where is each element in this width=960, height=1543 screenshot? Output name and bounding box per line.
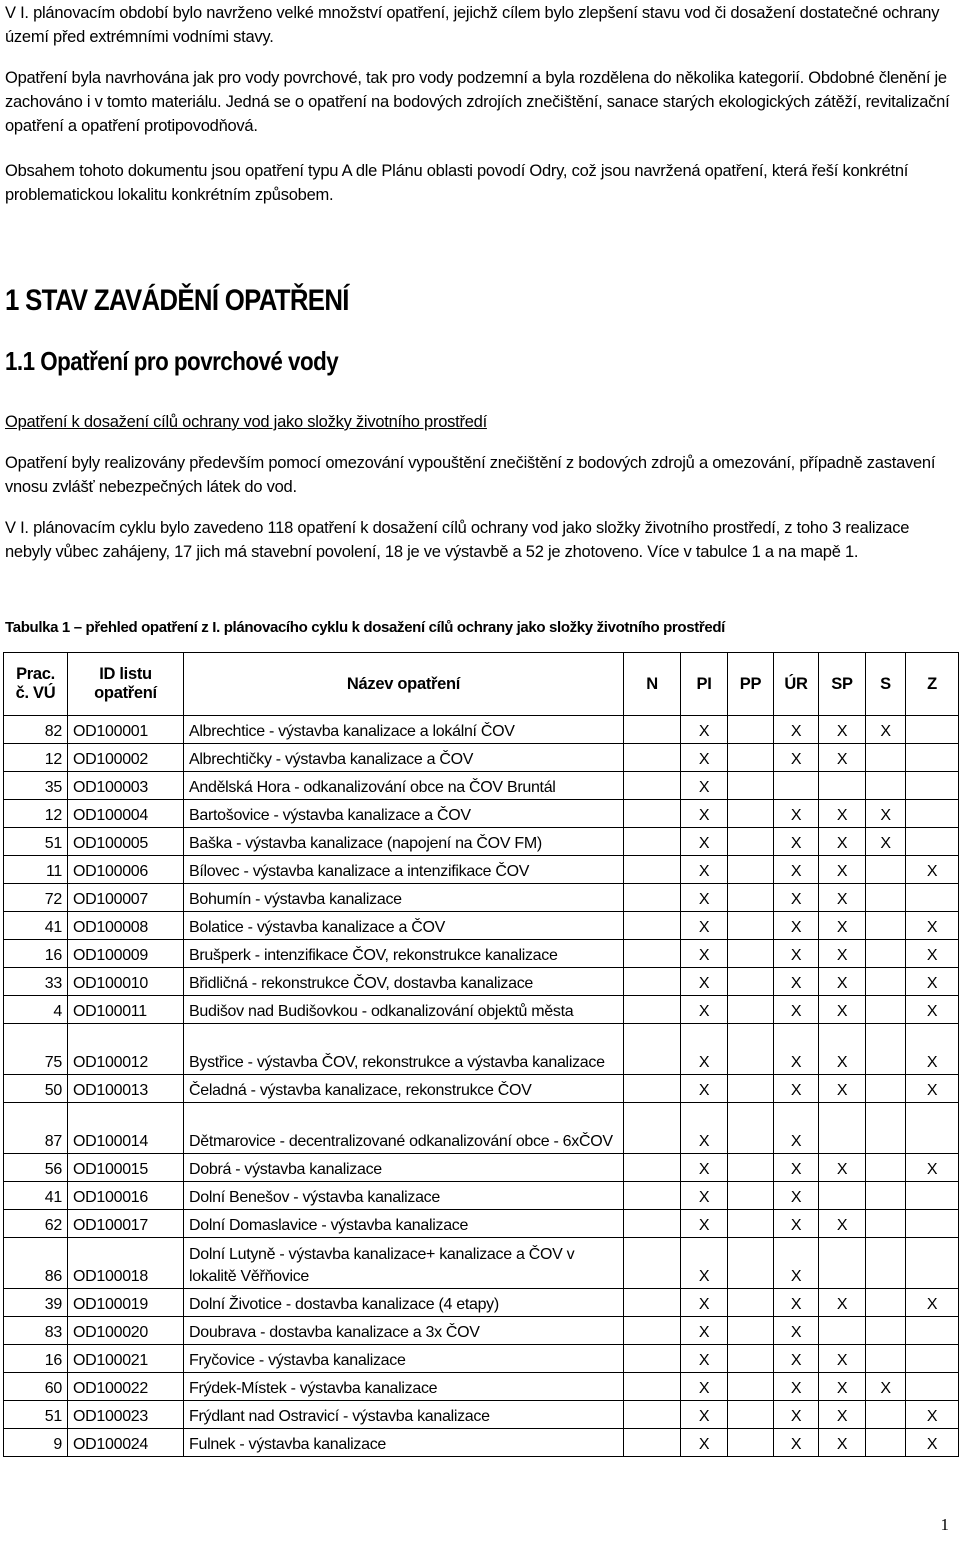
- cell-n: [624, 1429, 681, 1457]
- table-row: [4, 1103, 959, 1154]
- cell-s: [866, 772, 906, 800]
- table-caption: Tabulka 1 – přehled opatření z I. plánovacího cyklu k dosažení cílů ochrany jako složky životního prostředí: [5, 619, 725, 636]
- cycle-summary-paragraph: V I. plánovacím cyklu bylo zavedeno 118 opatření k dosažení cílů ochrany vod jako složky životního prostředí, z toho 3 realizace nebyly vůbec zahájeny, 17 jich má stavební povolení, 18 je ve výstavbě a 52 je zhotoveno. Více v tabulce 1 a na mapě 1.: [5, 519, 910, 561]
- cell-name: Čeladná - výstavba kanalizace, rekonstrukce ČOV: [184, 1075, 624, 1103]
- header-n: N: [624, 653, 681, 716]
- cell-z: [906, 1182, 959, 1210]
- cell-z: [906, 1210, 959, 1238]
- cell-name: Bartošovice - výstavba kanalizace a ČOV: [184, 800, 624, 828]
- header-prac: Prac. č. VÚ: [4, 653, 68, 716]
- cell-ur: X: [774, 1024, 819, 1075]
- header-ur: ÚR: [774, 653, 819, 716]
- cell-sp: X: [819, 968, 866, 996]
- cell-prac: 60: [4, 1373, 68, 1401]
- cell-sp: X: [819, 828, 866, 856]
- cell-sp: X: [819, 940, 866, 968]
- cell-pi: X: [681, 968, 728, 996]
- cell-prac: 86: [4, 1238, 68, 1289]
- cell-prac: 9: [4, 1429, 68, 1457]
- cell-id: OD100017: [68, 1210, 184, 1238]
- cell-sp: X: [819, 744, 866, 772]
- cell-pi: X: [681, 1345, 728, 1373]
- cell-z: [906, 1238, 959, 1289]
- cell-id: OD100006: [68, 856, 184, 884]
- table-row: [4, 1075, 959, 1103]
- cell-pi: X: [681, 716, 728, 744]
- cell-n: [624, 1373, 681, 1401]
- cell-s: [866, 1401, 906, 1429]
- cell-pi: X: [681, 800, 728, 828]
- cell-s: [866, 1345, 906, 1373]
- header-s: S: [866, 653, 906, 716]
- table-row: [4, 856, 959, 884]
- cell-n: [624, 884, 681, 912]
- cell-sp: [819, 1103, 866, 1154]
- cell-z: [906, 1345, 959, 1373]
- cell-z: X: [906, 1154, 959, 1182]
- cell-pi: X: [681, 1024, 728, 1075]
- cell-sp: X: [819, 1345, 866, 1373]
- cell-pi: X: [681, 996, 728, 1024]
- table-row: [4, 1182, 959, 1210]
- cell-prac: 51: [4, 1401, 68, 1429]
- cell-pp: [728, 1075, 774, 1103]
- cell-sp: X: [819, 1289, 866, 1317]
- cell-pi: X: [681, 1103, 728, 1154]
- cell-s: [866, 1024, 906, 1075]
- cell-prac: 16: [4, 940, 68, 968]
- cell-n: [624, 1401, 681, 1429]
- cell-prac: 12: [4, 800, 68, 828]
- cell-ur: X: [774, 1154, 819, 1182]
- table-row: [4, 1317, 959, 1345]
- cell-name: Frýdlant nad Ostravicí - výstavba kanalizace: [184, 1401, 624, 1429]
- cell-pi: X: [681, 744, 728, 772]
- cell-n: [624, 744, 681, 772]
- cell-prac: 41: [4, 912, 68, 940]
- cell-id: OD100024: [68, 1429, 184, 1457]
- cell-z: [906, 828, 959, 856]
- cell-ur: X: [774, 1373, 819, 1401]
- cell-s: X: [866, 716, 906, 744]
- cell-s: [866, 856, 906, 884]
- cell-pi: X: [681, 828, 728, 856]
- cell-ur: X: [774, 1210, 819, 1238]
- cell-id: OD100008: [68, 912, 184, 940]
- cell-sp: X: [819, 1429, 866, 1457]
- cell-prac: 82: [4, 716, 68, 744]
- cell-pi: X: [681, 1154, 728, 1182]
- cell-id: OD100019: [68, 1289, 184, 1317]
- cell-id: OD100021: [68, 1345, 184, 1373]
- cell-sp: [819, 772, 866, 800]
- cell-n: [624, 828, 681, 856]
- table-row: [4, 716, 959, 744]
- cell-z: [906, 716, 959, 744]
- cell-z: [906, 1373, 959, 1401]
- cell-id: OD100011: [68, 996, 184, 1024]
- cell-pi: X: [681, 856, 728, 884]
- cell-name: Břidličná - rekonstrukce ČOV, dostavba kanalizace: [184, 968, 624, 996]
- page-number: 1: [940, 1515, 949, 1534]
- cell-s: [866, 884, 906, 912]
- header-z: Z: [906, 653, 959, 716]
- cell-name: Baška - výstavba kanalizace (napojení na ČOV FM): [184, 828, 624, 856]
- cell-n: [624, 1182, 681, 1210]
- measures-table: [3, 652, 959, 1457]
- header-name: Název opatření: [184, 653, 624, 716]
- cell-ur: X: [774, 912, 819, 940]
- cell-name: Dětmarovice - decentralizované odkanalizování obce - 6xČOV: [184, 1103, 624, 1154]
- header-id: ID listu opatření: [68, 653, 184, 716]
- cell-prac: 51: [4, 828, 68, 856]
- cell-s: X: [866, 828, 906, 856]
- cell-id: OD100009: [68, 940, 184, 968]
- cell-n: [624, 1317, 681, 1345]
- cell-ur: X: [774, 1289, 819, 1317]
- intro-paragraph: V I. plánovacím období bylo navrženo velké množství opatření, jejichž cílem bylo zlepšení stavu vod či dosažení dostatečné ochrany území před extrémními vodními stavy.: [5, 4, 940, 46]
- cell-pi: X: [681, 1401, 728, 1429]
- cell-prac: 4: [4, 996, 68, 1024]
- cell-z: X: [906, 1429, 959, 1457]
- table-row: [4, 1429, 959, 1457]
- cell-ur: X: [774, 1182, 819, 1210]
- table-row: [4, 996, 959, 1024]
- cell-id: OD100014: [68, 1103, 184, 1154]
- cell-s: [866, 1075, 906, 1103]
- cell-n: [624, 1345, 681, 1373]
- cell-s: [866, 996, 906, 1024]
- cell-pi: X: [681, 1075, 728, 1103]
- cell-pp: [728, 1154, 774, 1182]
- table-row: [4, 1401, 959, 1429]
- cell-ur: X: [774, 1075, 819, 1103]
- cell-name: Doubrava - dostavba kanalizace a 3x ČOV: [184, 1317, 624, 1345]
- cell-s: [866, 912, 906, 940]
- cell-n: [624, 800, 681, 828]
- cell-sp: [819, 1317, 866, 1345]
- cell-s: [866, 1182, 906, 1210]
- cell-z: [906, 800, 959, 828]
- cell-name: Dolní Životice - dostavba kanalizace (4 etapy): [184, 1289, 624, 1317]
- cell-ur: X: [774, 828, 819, 856]
- cell-pp: [728, 828, 774, 856]
- cell-pp: [728, 716, 774, 744]
- cell-name: Bystřice - výstavba ČOV, rekonstrukce a výstavba kanalizace: [184, 1024, 624, 1075]
- cell-pi: X: [681, 1238, 728, 1289]
- cell-n: [624, 1210, 681, 1238]
- table-row: [4, 744, 959, 772]
- cell-z: X: [906, 912, 959, 940]
- cell-id: OD100018: [68, 1238, 184, 1289]
- table-body: [4, 716, 959, 1457]
- cell-pp: [728, 1289, 774, 1317]
- document-content-paragraph: Obsahem tohoto dokumentu jsou opatření typu A dle Plánu oblasti povodí Odry, což jsou navržená opatření, která řeší konkrétní problematickou lokalitu konkrétním způsobem.: [5, 162, 909, 204]
- cell-n: [624, 940, 681, 968]
- cell-id: OD100015: [68, 1154, 184, 1182]
- cell-prac: 87: [4, 1103, 68, 1154]
- cell-ur: X: [774, 716, 819, 744]
- cell-pi: X: [681, 1373, 728, 1401]
- cell-pp: [728, 996, 774, 1024]
- cell-name: Frýdek-Místek - výstavba kanalizace: [184, 1373, 624, 1401]
- cell-prac: 75: [4, 1024, 68, 1075]
- table-row: [4, 800, 959, 828]
- cell-name: Dolní Domaslavice - výstavba kanalizace: [184, 1210, 624, 1238]
- cell-name: Bolatice - výstavba kanalizace a ČOV: [184, 912, 624, 940]
- cell-name: Budišov nad Budišovkou - odkanalizování objektů města: [184, 996, 624, 1024]
- cell-sp: X: [819, 996, 866, 1024]
- cell-pp: [728, 1024, 774, 1075]
- cell-sp: X: [819, 856, 866, 884]
- cell-id: OD100023: [68, 1401, 184, 1429]
- table-row: [4, 884, 959, 912]
- cell-pp: [728, 744, 774, 772]
- table-row: [4, 1289, 959, 1317]
- cell-pp: [728, 856, 774, 884]
- cell-pp: [728, 1210, 774, 1238]
- cell-sp: X: [819, 884, 866, 912]
- cell-name: Fulnek - výstavba kanalizace: [184, 1429, 624, 1457]
- cell-pi: X: [681, 1429, 728, 1457]
- table-row: [4, 1238, 959, 1289]
- cell-id: OD100013: [68, 1075, 184, 1103]
- cell-n: [624, 968, 681, 996]
- table-row: [4, 772, 959, 800]
- cell-prac: 39: [4, 1289, 68, 1317]
- section-heading: 1 STAV ZAVÁDĚNÍ OPATŘENÍ: [5, 284, 349, 317]
- cell-n: [624, 1238, 681, 1289]
- cell-prac: 62: [4, 1210, 68, 1238]
- cell-name: Dobrá - výstavba kanalizace: [184, 1154, 624, 1182]
- cell-ur: X: [774, 1238, 819, 1289]
- cell-name: Brušperk - intenzifikace ČOV, rekonstrukce kanalizace: [184, 940, 624, 968]
- cell-pi: X: [681, 912, 728, 940]
- cell-z: [906, 772, 959, 800]
- cell-ur: X: [774, 1401, 819, 1429]
- cell-z: [906, 1103, 959, 1154]
- table-row: [4, 968, 959, 996]
- cell-z: X: [906, 996, 959, 1024]
- cell-ur: X: [774, 1345, 819, 1373]
- cell-pp: [728, 800, 774, 828]
- cell-n: [624, 1289, 681, 1317]
- cell-ur: [774, 772, 819, 800]
- cell-id: OD100005: [68, 828, 184, 856]
- cell-id: OD100022: [68, 1373, 184, 1401]
- cell-n: [624, 1154, 681, 1182]
- cell-pi: X: [681, 940, 728, 968]
- cell-z: X: [906, 968, 959, 996]
- table-row: [4, 1345, 959, 1373]
- cell-prac: 50: [4, 1075, 68, 1103]
- cell-prac: 56: [4, 1154, 68, 1182]
- cell-pp: [728, 1182, 774, 1210]
- cell-s: [866, 968, 906, 996]
- cell-s: [866, 744, 906, 772]
- cell-s: [866, 1289, 906, 1317]
- cell-s: X: [866, 1373, 906, 1401]
- cell-sp: X: [819, 1401, 866, 1429]
- cell-pp: [728, 968, 774, 996]
- table-row: [4, 828, 959, 856]
- cell-name: Fryčovice - výstavba kanalizace: [184, 1345, 624, 1373]
- header-sp: SP: [819, 653, 866, 716]
- cell-s: [866, 1238, 906, 1289]
- cell-ur: X: [774, 940, 819, 968]
- cell-ur: X: [774, 884, 819, 912]
- table-row: [4, 1024, 959, 1075]
- cell-pp: [728, 912, 774, 940]
- cell-ur: X: [774, 996, 819, 1024]
- cell-name: Albrechtičky - výstavba kanalizace a ČOV: [184, 744, 624, 772]
- cell-pp: [728, 940, 774, 968]
- cell-z: X: [906, 1075, 959, 1103]
- cell-pi: X: [681, 1289, 728, 1317]
- cell-sp: X: [819, 1024, 866, 1075]
- cell-z: [906, 744, 959, 772]
- cell-ur: X: [774, 1429, 819, 1457]
- cell-ur: X: [774, 1317, 819, 1345]
- cell-id: OD100010: [68, 968, 184, 996]
- cell-ur: X: [774, 744, 819, 772]
- subsection-heading: 1.1 Opatření pro povrchové vody: [5, 346, 339, 376]
- cell-sp: [819, 1238, 866, 1289]
- table-row: [4, 940, 959, 968]
- cell-ur: X: [774, 1103, 819, 1154]
- cell-prac: 72: [4, 884, 68, 912]
- cell-n: [624, 1024, 681, 1075]
- cell-s: [866, 1210, 906, 1238]
- cell-name: Bohumín - výstavba kanalizace: [184, 884, 624, 912]
- cell-z: [906, 1317, 959, 1345]
- cell-pi: X: [681, 1317, 728, 1345]
- cell-ur: X: [774, 968, 819, 996]
- cell-name: Bílovec - výstavba kanalizace a intenzifikace ČOV: [184, 856, 624, 884]
- cell-id: OD100016: [68, 1182, 184, 1210]
- cell-pp: [728, 772, 774, 800]
- cell-n: [624, 772, 681, 800]
- cell-prac: 35: [4, 772, 68, 800]
- cell-prac: 16: [4, 1345, 68, 1373]
- cell-z: X: [906, 1401, 959, 1429]
- cell-id: OD100001: [68, 716, 184, 744]
- cell-pp: [728, 1429, 774, 1457]
- cell-sp: X: [819, 1373, 866, 1401]
- cell-ur: X: [774, 856, 819, 884]
- cell-n: [624, 856, 681, 884]
- cell-pp: [728, 1373, 774, 1401]
- cell-id: OD100004: [68, 800, 184, 828]
- cell-id: OD100002: [68, 744, 184, 772]
- table-row: [4, 1210, 959, 1238]
- cell-pi: X: [681, 772, 728, 800]
- cell-n: [624, 716, 681, 744]
- cell-z: [906, 884, 959, 912]
- cell-prac: 33: [4, 968, 68, 996]
- cell-name: Dolní Lutyně - výstavba kanalizace+ kanalizace a ČOV v lokalitě Věřňovice: [184, 1238, 624, 1289]
- cell-sp: X: [819, 716, 866, 744]
- cell-pp: [728, 1401, 774, 1429]
- cell-n: [624, 1103, 681, 1154]
- cell-s: [866, 940, 906, 968]
- cell-prac: 41: [4, 1182, 68, 1210]
- cell-pp: [728, 1238, 774, 1289]
- cell-name: Dolní Benešov - výstavba kanalizace: [184, 1182, 624, 1210]
- realization-paragraph: Opatření byly realizovány především pomocí omezování vypouštění znečištění z bodových zdrojů a omezování, případně zastavení vnosu zvlášť nebezpečných látek do vod.: [5, 454, 936, 496]
- table-row: [4, 912, 959, 940]
- cell-prac: 12: [4, 744, 68, 772]
- cell-name: Andělská Hora - odkanalizování obce na ČOV Bruntál: [184, 772, 624, 800]
- cell-prac: 11: [4, 856, 68, 884]
- table-row: [4, 1154, 959, 1182]
- cell-pp: [728, 1345, 774, 1373]
- cell-id: OD100012: [68, 1024, 184, 1075]
- cell-sp: X: [819, 912, 866, 940]
- cell-sp: X: [819, 1210, 866, 1238]
- cell-n: [624, 996, 681, 1024]
- cell-name: Albrechtice - výstavba kanalizace a lokální ČOV: [184, 716, 624, 744]
- cell-z: X: [906, 1024, 959, 1075]
- cell-pp: [728, 884, 774, 912]
- cell-id: OD100020: [68, 1317, 184, 1345]
- cell-sp: [819, 1182, 866, 1210]
- cell-pi: X: [681, 884, 728, 912]
- header-pi: PI: [681, 653, 728, 716]
- cell-n: [624, 912, 681, 940]
- cell-sp: X: [819, 800, 866, 828]
- cell-prac: 83: [4, 1317, 68, 1345]
- cell-z: X: [906, 856, 959, 884]
- cell-id: OD100003: [68, 772, 184, 800]
- cell-ur: X: [774, 800, 819, 828]
- cell-z: X: [906, 940, 959, 968]
- cell-pp: [728, 1317, 774, 1345]
- cell-sp: X: [819, 1154, 866, 1182]
- cell-s: X: [866, 800, 906, 828]
- cell-id: OD100007: [68, 884, 184, 912]
- cell-n: [624, 1075, 681, 1103]
- table-header-row: [4, 653, 959, 716]
- cell-sp: X: [819, 1075, 866, 1103]
- cell-z: X: [906, 1289, 959, 1317]
- cell-s: [866, 1154, 906, 1182]
- header-pp: PP: [728, 653, 774, 716]
- table-row: [4, 1373, 959, 1401]
- cell-pi: X: [681, 1182, 728, 1210]
- cell-pi: X: [681, 1210, 728, 1238]
- cell-s: [866, 1429, 906, 1457]
- underlined-subheading: Opatření k dosažení cílů ochrany vod jako složky životního prostředí: [5, 413, 487, 431]
- cell-s: [866, 1103, 906, 1154]
- cell-pp: [728, 1103, 774, 1154]
- categories-paragraph: Opatření byla navrhována jak pro vody povrchové, tak pro vody podzemní a byla rozdělena do několika kategorií. Obdobné členění je zachováno i v tomto materiálu. Jedná se o opatření na bodových zdrojích znečištění, sanace starých ekologických zátěží, revitalizační opatření a opatření protipovodňová.: [5, 69, 950, 135]
- cell-s: [866, 1317, 906, 1345]
